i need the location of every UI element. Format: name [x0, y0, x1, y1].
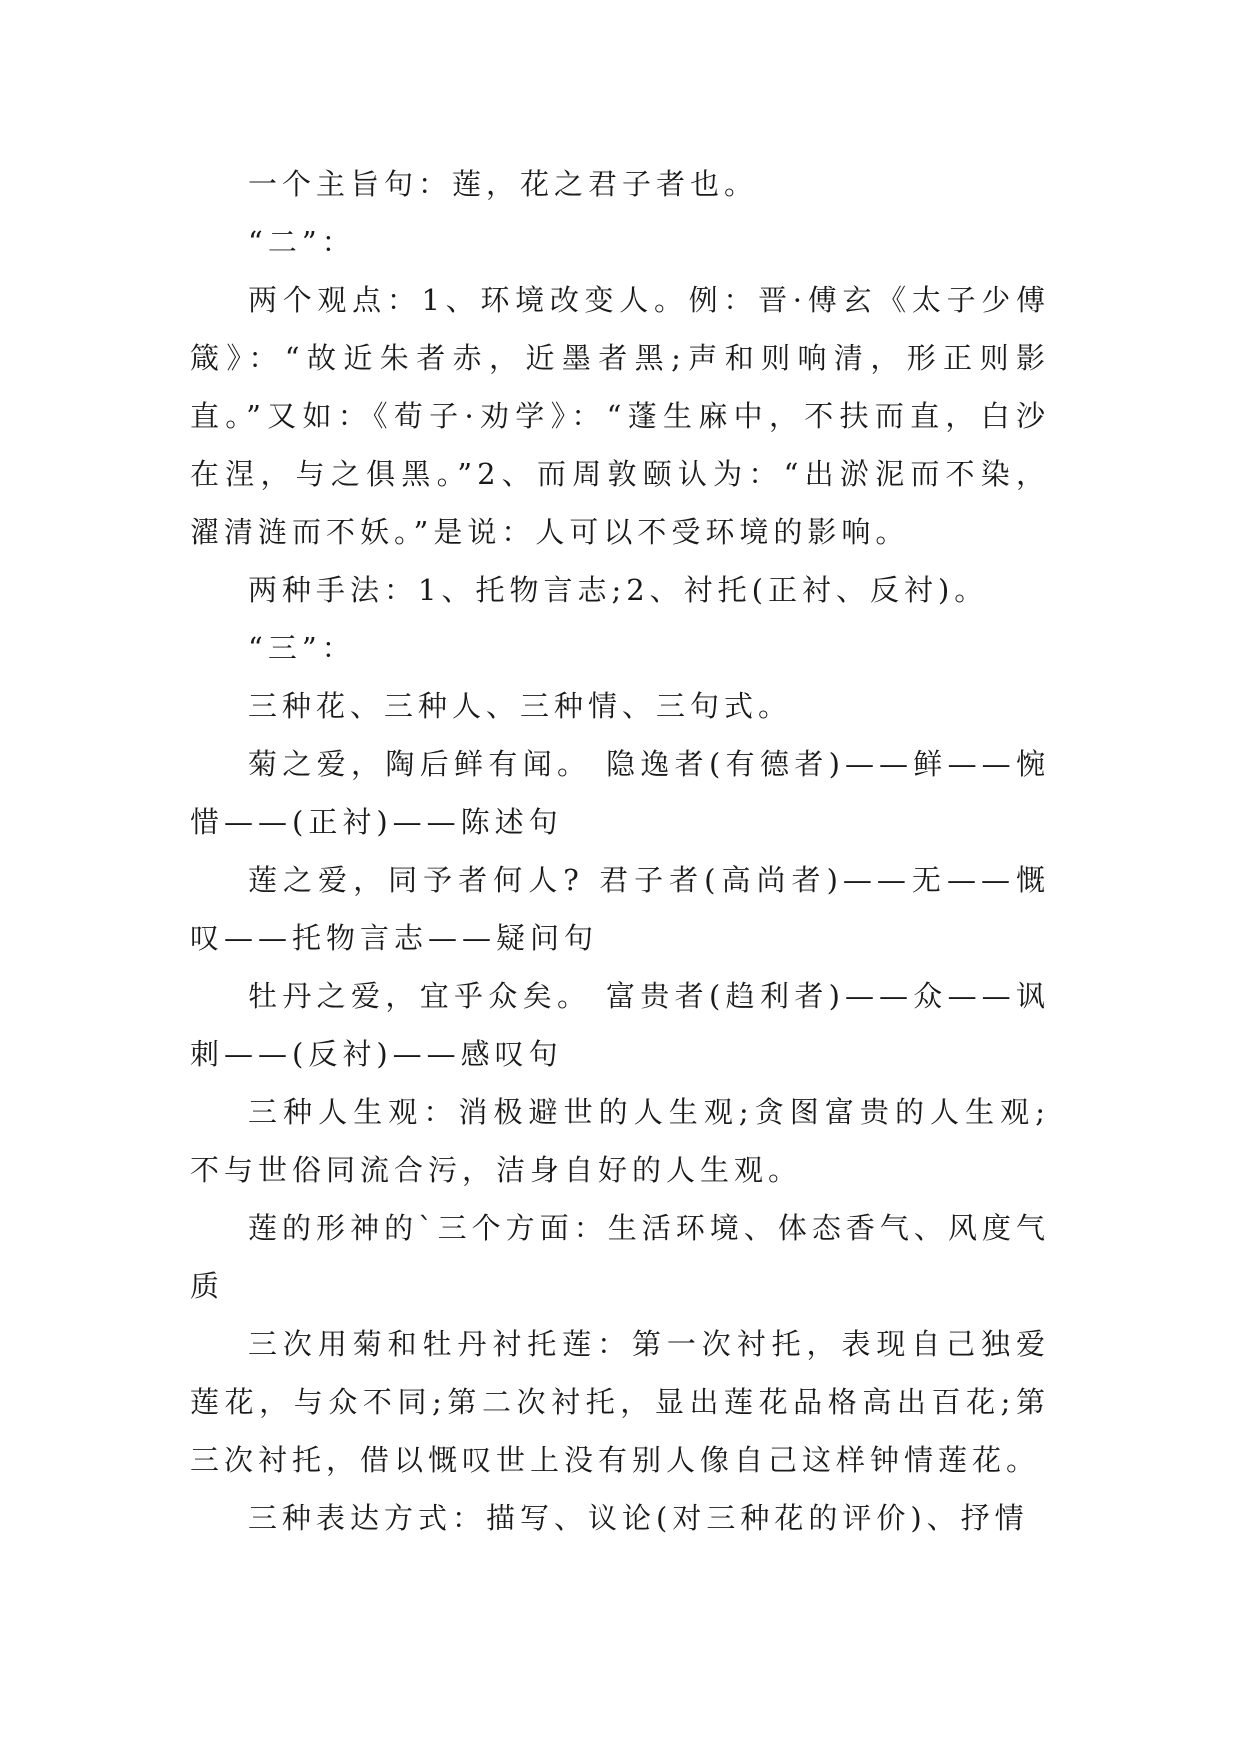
document-body [190, 155, 1050, 1547]
paragraph: 三次用菊和牡丹衬托莲：第一次衬托，表现自己独爱莲花，与众不同;第二次衬托，显出莲花品格高出百花;第三次衬托，借以慨叹世上没有别人像自己这样钟情莲花。 [190, 1327, 1050, 1477]
paragraph: 莲之爱，同予者何人? 君子者(高尚者)——无——慨叹——托物言志——疑问句 [190, 863, 1050, 955]
paragraph: 三种人生观：消极避世的人生观;贪图富贵的人生观;不与世俗同流合污，洁身自好的人生观。 [190, 1095, 1050, 1187]
paragraph: “二”： [248, 225, 356, 259]
paragraph: 两个观点：1、环境改变人。例：晋·傅玄《太子少傅箴》：“故近朱者赤，近墨者黑;声和则响清，形正则影直。”又如：《荀子·劝学》：“蓬生麻中，不扶而直，白沙在涅，与之俱黑。”2、而周敦颐认为：“出淤泥而不染，濯清涟而不妖。”是说：人可以不受环境的影响。 [190, 283, 1050, 549]
paragraph: 三种表达方式：描写、议论(对三种花的评价)、抒情 [248, 1501, 1029, 1535]
paragraph: “三”： [248, 631, 356, 665]
paragraph: 牡丹之爱，宜乎众矣。 富贵者(趋利者)——众——讽刺——(反衬)——感叹句 [190, 979, 1050, 1071]
paragraph: 三种花、三种人、三种情、三句式。 [248, 689, 793, 723]
paragraph: 菊之爱，陶后鲜有闻。 隐逸者(有德者)——鲜——惋惜——(正衬)——陈述句 [190, 747, 1050, 839]
paragraph: 一个主旨句：莲，花之君子者也。 [248, 167, 759, 201]
paragraph: 两种手法：1、托物言志;2、衬托(正衬、反衬)。 [248, 573, 989, 607]
paragraph: 莲的形神的`三个方面：生活环境、体态香气、风度气质 [190, 1211, 1050, 1303]
